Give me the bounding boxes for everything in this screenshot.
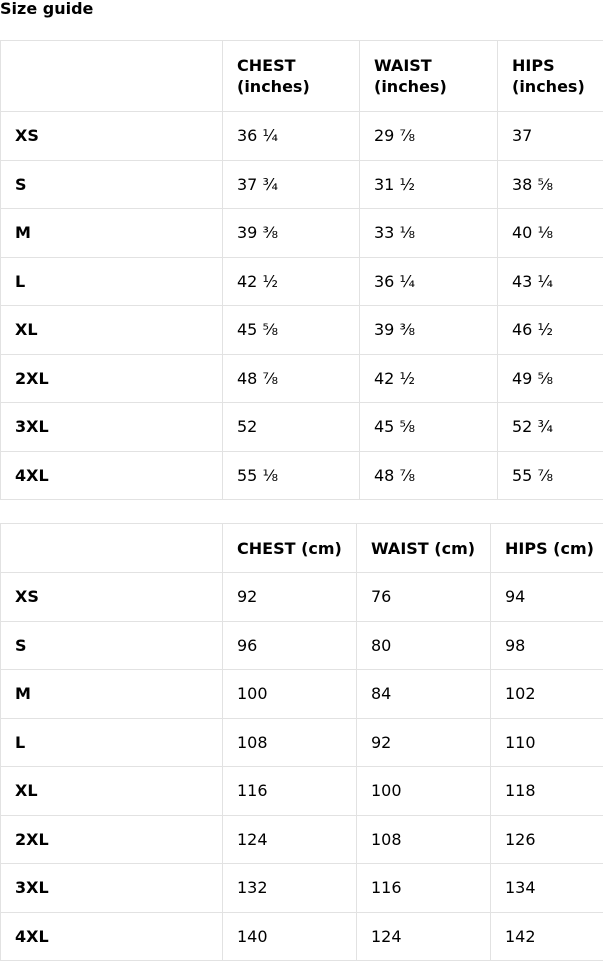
header-chest: CHEST (cm): [223, 524, 357, 573]
table-header-row: [1, 524, 603, 573]
table-row: [1, 451, 603, 500]
size-label: XL: [1, 306, 223, 355]
chest-value: 42 ½: [223, 257, 360, 306]
size-label: 3XL: [1, 403, 223, 452]
waist-value: 116: [357, 864, 491, 913]
waist-value: 108: [357, 815, 491, 864]
chest-value: 116: [223, 767, 357, 816]
table-row: [1, 767, 603, 816]
header-waist: WAIST (cm): [357, 524, 491, 573]
chest-value: 124: [223, 815, 357, 864]
size-label: 4XL: [1, 912, 223, 961]
waist-value: 100: [357, 767, 491, 816]
waist-value: 80: [357, 621, 491, 670]
header-size: [1, 524, 223, 573]
waist-value: 42 ½: [360, 354, 498, 403]
hips-value: 52 ¾: [498, 403, 603, 452]
size-label: XS: [1, 112, 223, 161]
table-row: [1, 864, 603, 913]
size-label: 2XL: [1, 354, 223, 403]
waist-value: 31 ½: [360, 160, 498, 209]
chest-value: 37 ¾: [223, 160, 360, 209]
size-label: 2XL: [1, 815, 223, 864]
size-table-inches: [0, 40, 603, 500]
size-label: S: [1, 160, 223, 209]
header-size: [1, 41, 223, 112]
table-row: [1, 912, 603, 961]
chest-value: 132: [223, 864, 357, 913]
table-row: [1, 670, 603, 719]
waist-value: 36 ¼: [360, 257, 498, 306]
size-label: 4XL: [1, 451, 223, 500]
header-hips: HIPS (cm): [491, 524, 603, 573]
size-label: M: [1, 670, 223, 719]
hips-value: 43 ¼: [498, 257, 603, 306]
table-row: [1, 209, 603, 258]
table-row: [1, 621, 603, 670]
table-row: [1, 160, 603, 209]
waist-value: 76: [357, 573, 491, 622]
chest-value: 39 ⅜: [223, 209, 360, 258]
hips-value: 110: [491, 718, 603, 767]
header-hips: HIPS (inches): [498, 41, 603, 112]
size-label: XS: [1, 573, 223, 622]
size-label: L: [1, 257, 223, 306]
hips-value: 94: [491, 573, 603, 622]
hips-value: 55 ⅞: [498, 451, 603, 500]
chest-value: 48 ⅞: [223, 354, 360, 403]
chest-value: 36 ¼: [223, 112, 360, 161]
chest-value: 55 ⅛: [223, 451, 360, 500]
waist-value: 39 ⅜: [360, 306, 498, 355]
hips-value: 37: [498, 112, 603, 161]
table-row: [1, 306, 603, 355]
size-label: M: [1, 209, 223, 258]
table-row: [1, 718, 603, 767]
size-table-cm: [0, 523, 603, 961]
size-label: XL: [1, 767, 223, 816]
chest-value: 96: [223, 621, 357, 670]
waist-value: 48 ⅞: [360, 451, 498, 500]
waist-value: 92: [357, 718, 491, 767]
waist-value: 29 ⅞: [360, 112, 498, 161]
hips-value: 134: [491, 864, 603, 913]
table-row: [1, 815, 603, 864]
table-header-row: [1, 41, 603, 112]
size-label: S: [1, 621, 223, 670]
chest-value: 140: [223, 912, 357, 961]
hips-value: 38 ⅝: [498, 160, 603, 209]
waist-value: 84: [357, 670, 491, 719]
waist-value: 33 ⅛: [360, 209, 498, 258]
chest-value: 100: [223, 670, 357, 719]
waist-value: 124: [357, 912, 491, 961]
chest-value: 45 ⅝: [223, 306, 360, 355]
chest-value: 52: [223, 403, 360, 452]
hips-value: 49 ⅝: [498, 354, 603, 403]
size-label: 3XL: [1, 864, 223, 913]
waist-value: 45 ⅝: [360, 403, 498, 452]
hips-value: 118: [491, 767, 603, 816]
table-row: [1, 403, 603, 452]
hips-value: 142: [491, 912, 603, 961]
table-row: [1, 354, 603, 403]
hips-value: 102: [491, 670, 603, 719]
hips-value: 46 ½: [498, 306, 603, 355]
chest-value: 108: [223, 718, 357, 767]
hips-value: 98: [491, 621, 603, 670]
table-row: [1, 573, 603, 622]
hips-value: 40 ⅛: [498, 209, 603, 258]
table-row: [1, 112, 603, 161]
header-chest: CHEST (inches): [223, 41, 360, 112]
table-row: [1, 257, 603, 306]
header-waist: WAIST (inches): [360, 41, 498, 112]
hips-value: 126: [491, 815, 603, 864]
chest-value: 92: [223, 573, 357, 622]
page-title: Size guide: [0, 0, 93, 20]
size-label: L: [1, 718, 223, 767]
